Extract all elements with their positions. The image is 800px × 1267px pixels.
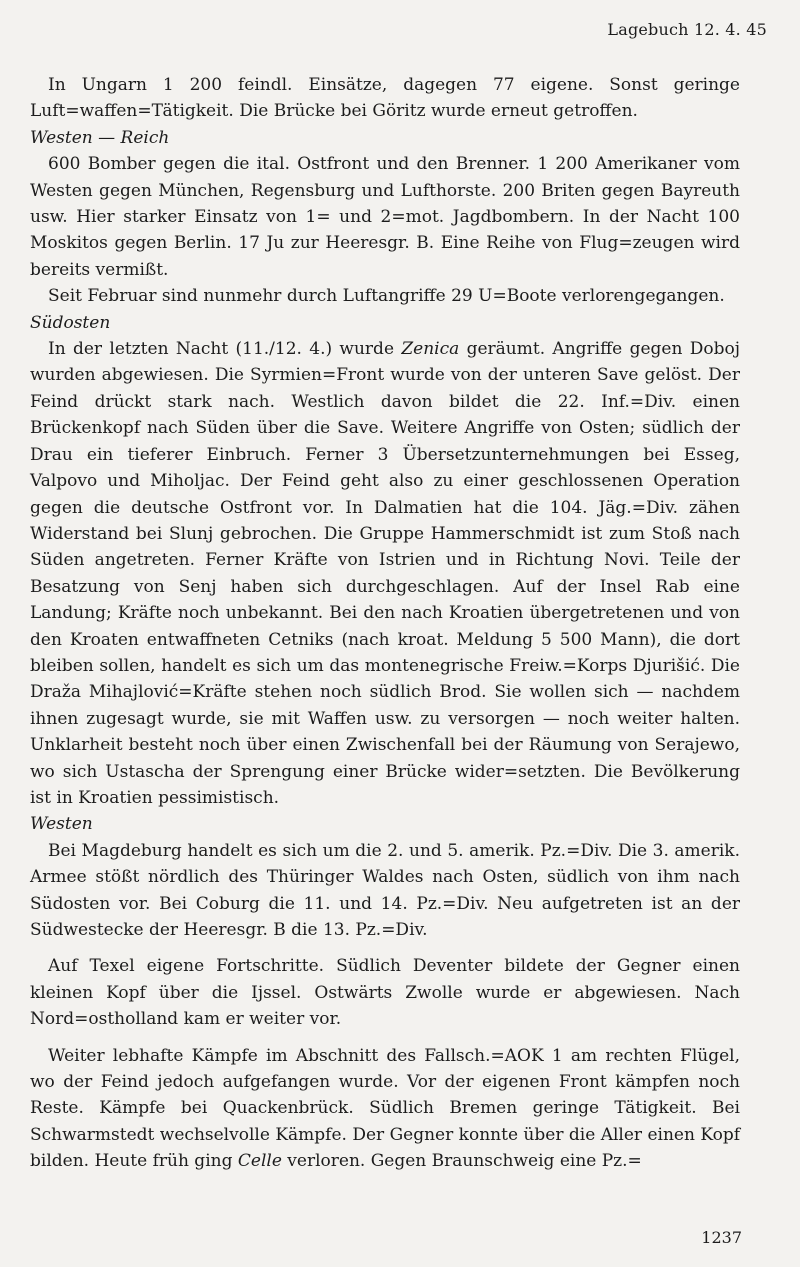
text-run: Weiter lebhafte Kämpfe im Abschnitt des Fallsch.=AOK 1 am rechten Flügel, wo der Feind jedoch aufgefangen wurde. Vor der eigenen Front kämpfen noch Reste. Kämpfe bei Quackenbrück. Südlich Bremen geringe Tätigkeit. Bei Schwarmstedt wechselvolle Kämpfe. Der Gegner konnte über die Aller einen Kopf bilden. Heute früh ging [30, 1045, 740, 1172]
emphasis-celle: Celle [237, 1151, 282, 1172]
paragraph-magdeburg: Bei Magdeburg handelt es sich um die 2. und 5. amerik. Pz.=Div. Die 3. amerik. Armee stößt nördlich des Thüringer Waldes nach Osten, südlich von ihm nach Südosten vor. Bei Coburg die 11. und 14. Pz.=Div. Neu aufgetreten ist an der Südwestecke der Heeresgr. B die 13. Pz.=Div. [30, 840, 740, 940]
text-run: geräumt. Angriffe gegen Doboj wurden abgewiesen. Die Syrmien=Front wurde von der unteren Save gelöst. Der Feind drückt stark nach. Westlich davon bildet die 22. Inf.=Div. einen Brückenkopf nach Süden über die Save. Weitere Angriffe von Osten; südlich der Drau ein tieferer Einbruch. Ferner 3 Übersetzunternehmungen bei Esseg, Valpovo und Miholjac. Der Feind geht also zu einer geschlossenen Operation gegen die deutsche Ostfront vor. In Dalmatien hat die 104. Jäg.=Div. zähen Widerstand bei Slunj gebrochen. Die Gruppe Hammerschmidt ist zum Stoß nach Süden angetreten. Ferner Kräfte von Istrien und in Richtung Novi. Teile der Besatzung von Senj haben sich durchgeschlagen. Auf der Insel Rab eine Landung; Kräfte noch unbekannt. Bei den nach Kroatien übergetretenen und von den Kroaten entwaffneten Cetniks (nach kroat. Meldung 5 500 Mann), die dort bleiben sollen, handelt es sich um das montenegrische Freiw.=Korps Djurišić. Die Draža Mihajlović=Kräfte stehen noch südlich Brod. Sie wollen sich — nachdem ihnen zugesagt wurde, sie mit Waffen usw. zu versorgen — noch weiter halten. Unklarheit besteht noch über einen Zwischenfall bei der Räumung von Serajewo, wo sich Ustascha der Sprengung einer Brücke wider=setzten. Die Bevölkerung ist in Kroatien pessimistisch. [30, 339, 740, 808]
emphasis-zenica: Zenica [401, 339, 460, 360]
paragraph-ungarn: In Ungarn 1 200 feindl. Einsätze, dagegen 77 eigene. Sonst geringe Luft=waffen=Tätigkeit. Die Brücke bei Göritz wurde erneut getroffen. [30, 75, 740, 122]
paragraph-u-boote: Seit Februar sind nunmehr durch Luftangriffe 29 U=Boote verlorengegangen. [48, 286, 725, 307]
text-run: verloren. Gegen Braunschweig eine Pz.= [281, 1151, 642, 1172]
section-heading-suedosten: Südosten [30, 312, 111, 333]
text-run: In der letzten Nacht (11./12. 4.) wurde [48, 339, 402, 360]
paragraph-fallsch [30, 1043, 740, 1175]
section-heading-westen-reich: Westen — Reich [30, 127, 170, 148]
page-number: 1237 [701, 1228, 742, 1247]
running-head: Lagebuch 12. 4. 45 [607, 20, 767, 39]
body-text [30, 72, 740, 1175]
paragraph-suedosten [30, 336, 740, 811]
paragraph-texel: Auf Texel eigene Fortschritte. Südlich Deventer bildete der Gegner einen kleinen Kopf über die Ijssel. Ostwärts Zwolle wurde er abgewiesen. Nach Nord=ostholland kam er weiter vor. [30, 956, 740, 1030]
paragraph-bomber: 600 Bomber gegen die ital. Ostfront und den Brenner. 1 200 Amerikaner vom Westen gegen München, Regensburg und Lufthorste. 200 Briten gegen Bayreuth usw. Hier starker Einsatz von 1= und 2=mot. Jagdbombern. In der Nacht 100 Moskitos gegen Berlin. 17 Ju zur Heeresgr. B. Eine Reihe von Flug=zeugen wird bereits vermißt. [30, 154, 740, 280]
section-heading-westen: Westen [30, 814, 93, 835]
